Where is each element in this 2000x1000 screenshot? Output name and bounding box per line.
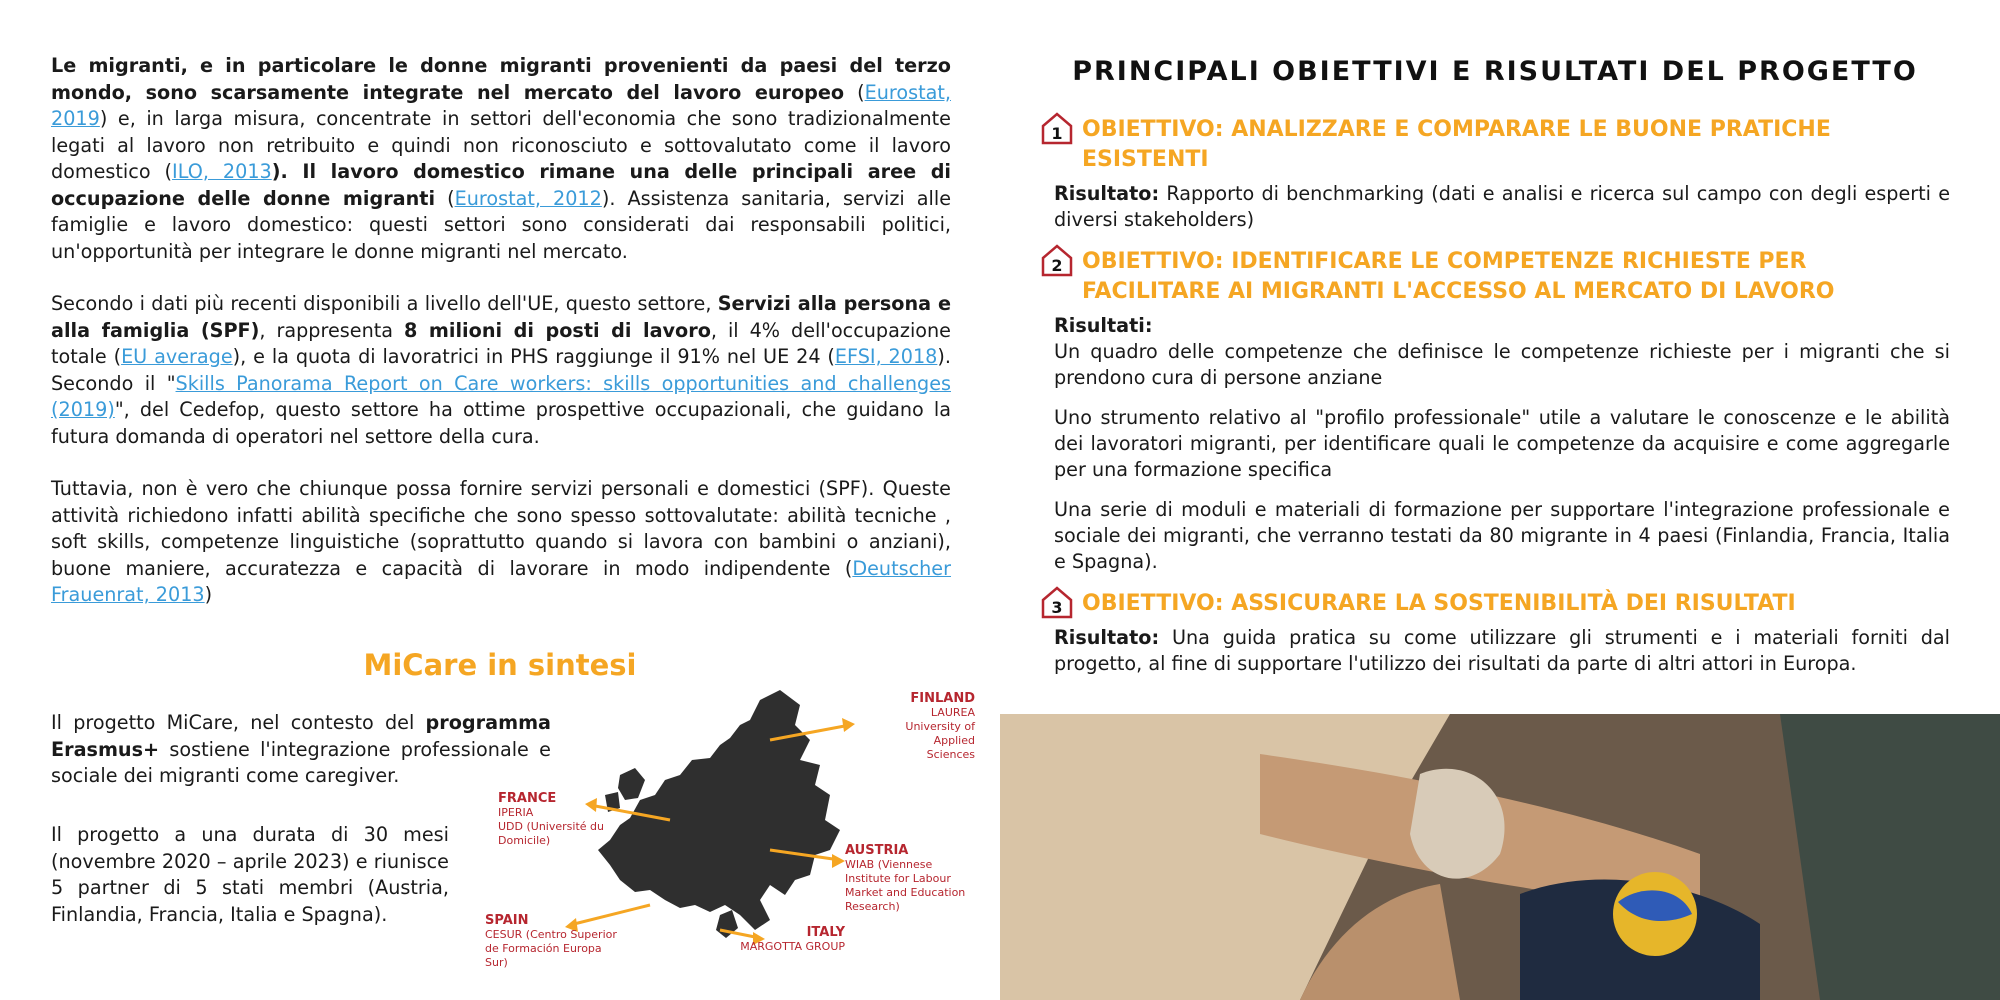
- objective-2-header: [1040, 247, 1950, 307]
- link-eurostat-2019[interactable]: Eurostat, 2019: [51, 80, 951, 130]
- house-number-icon: [1040, 243, 1074, 277]
- objective-1-number: 1: [1051, 124, 1063, 143]
- link-skills-panorama[interactable]: Skills Panorama Report on Care workers: skills opportunities and challenges (2019): [51, 371, 951, 421]
- right-column: [1040, 56, 1950, 691]
- house-number-icon: [1040, 585, 1074, 619]
- map-label-italy: ITALY MARGOTTA GROUP: [740, 925, 845, 953]
- objective-3-number: 3: [1051, 598, 1063, 617]
- skills-paragraph: Tuttavia, non è vero che chiunque possa fornire servizi personali e domestici (SPF). Queste attività richiedono infatti abilità specifiche che sono spesso sottovalutate: abilità tecniche , soft skills, competenze linguistiche (soprattutto quando si lavora con bambini o anziani), buone maniere, accuratezza e capacità di lavorare in modo indipendente (Deutscher Frauenrat, 2013): [51, 477, 951, 606]
- objective-2-number: 2: [1051, 256, 1063, 275]
- link-deutscher-frauenrat[interactable]: Deutscher Frauenrat, 2013: [51, 556, 951, 606]
- objective-1-title: OBIETTIVO: ANALIZZARE E COMPARARE LE BUONE PRATICHE ESISTENTI: [1082, 117, 1831, 172]
- objective-2-title: OBIETTIVO: IDENTIFICARE LE COMPETENZE RICHIESTE PER FACILITARE AI MIGRANTI L'ACCESSO AL MERCATO DI LAVORO: [1082, 249, 1835, 304]
- map-label-austria: AUSTRIA WIAB (Viennese Institute for Labour Market and Education Research): [845, 843, 966, 913]
- objective-2-results: Risultati: Un quadro delle competenze che definisce le competenze richieste per i migranti che si prendono cura di persone anziane Uno strumento relativo al "profilo professionale" utile a valutare le conoscenze e le abilità dei lavoratori migranti, per identificare quali le competenze da acquisire e come aggregarle per una formazione specifica Una serie di moduli e materiali di formazione per supportare l'integrazione professionale e sociale dei migranti, che verranno testati da 80 migrante in 4 paesi (Finlandia, Francia, Italia e Spagna).: [1054, 314, 1950, 573]
- page-title: PRINCIPALI OBIETTIVI E RISULTATI DEL PROGETTO: [1072, 56, 1918, 87]
- map-label-spain: SPAIN CESUR (Centro Superior de Formación Europa Sur): [485, 913, 617, 969]
- link-efsi-2018[interactable]: EFSI, 2018: [834, 345, 938, 368]
- objective-3-header: [1040, 589, 1950, 619]
- caregiver-photo: [1000, 714, 2000, 1000]
- left-column: [51, 53, 951, 635]
- sintesi-text-2: Il progetto a una durata di 30 mesi (novembre 2020 – aprile 2023) e riunisce 5 partner di 5 stati membri (Austria, Finlandia, Francia, Italia e Spagna).: [51, 823, 449, 926]
- objective-1-header: [1040, 115, 1950, 175]
- europe-partner-map: [470, 680, 975, 970]
- house-number-icon: [1040, 111, 1074, 145]
- sintesi-text-1: Il progetto MiCare, nel contesto del programma Erasmus+ sostiene l'integrazione professionale e sociale dei migranti come caregiver.: [51, 711, 552, 787]
- hands-photo-icon: [1000, 714, 2000, 1000]
- map-label-finland: FINLAND LAUREA University of Applied Sciences: [905, 691, 975, 761]
- map-label-france: FRANCE IPERIA UDD (Université du Domicile): [498, 791, 604, 847]
- intro-paragraph: Le migranti, e in particolare le donne migranti provenienti da paesi del terzo mondo, sono scarsamente integrate nel mercato del lavoro europeo (Eurostat, 2019) e, in larga misura, concentrate in settori dell'economia che sono tradizionalmente legati al lavoro non retribuito e quindi non riconosciuto e sottovalutato come il lavoro domestico (ILO, 2013). Il lavoro domestico rimane una delle principali aree di occupazione delle donne migranti (Eurostat, 2012). Assistenza sanitaria, servizi alle famiglie e lavoro domestico: questi settori sono considerati dai responsabili politici, un'opportunità per integrare le donne migranti nel mercato.: [51, 54, 952, 263]
- link-ilo-2013[interactable]: ILO, 2013: [172, 160, 272, 183]
- sintesi-title: MiCare in sintesi: [363, 648, 637, 682]
- objective-1-result: Risultato: Rapporto di benchmarking (dati e analisi e ricerca sul campo con degli esperti e diversi stakeholders): [1054, 182, 1950, 231]
- objective-3-result: Risultato: Una guida pratica su come utilizzare gli strumenti e i materiali forniti dal progetto, al fine di supportare l'utilizzo dei risultati da parte di altri attori in Europa.: [1054, 626, 1950, 675]
- data-paragraph: Secondo i dati più recenti disponibili a livello dell'UE, questo settore, Servizi alla persona e alla famiglia (SPF), rappresenta 8 milioni di posti di lavoro, il 4% dell'occupazione totale (EU average), e la quota di lavoratrici in PHS raggiunge il 91% nel UE 24 (EFSI, 2018). Secondo il "Skills Panorama Report on Care workers: skills opportunities and challenges (2019)", del Cedefop, questo settore ha ottime prospettive occupazionali, che guidano la futura domanda di operatori nel settore della cura.: [51, 292, 951, 448]
- link-eurostat-2012[interactable]: Eurostat, 2012: [454, 186, 602, 210]
- link-eu-average[interactable]: EU average: [121, 345, 233, 368]
- objective-3-title: OBIETTIVO: ASSICURARE LA SOSTENIBILITÀ DEI RISULTATI: [1082, 591, 1796, 616]
